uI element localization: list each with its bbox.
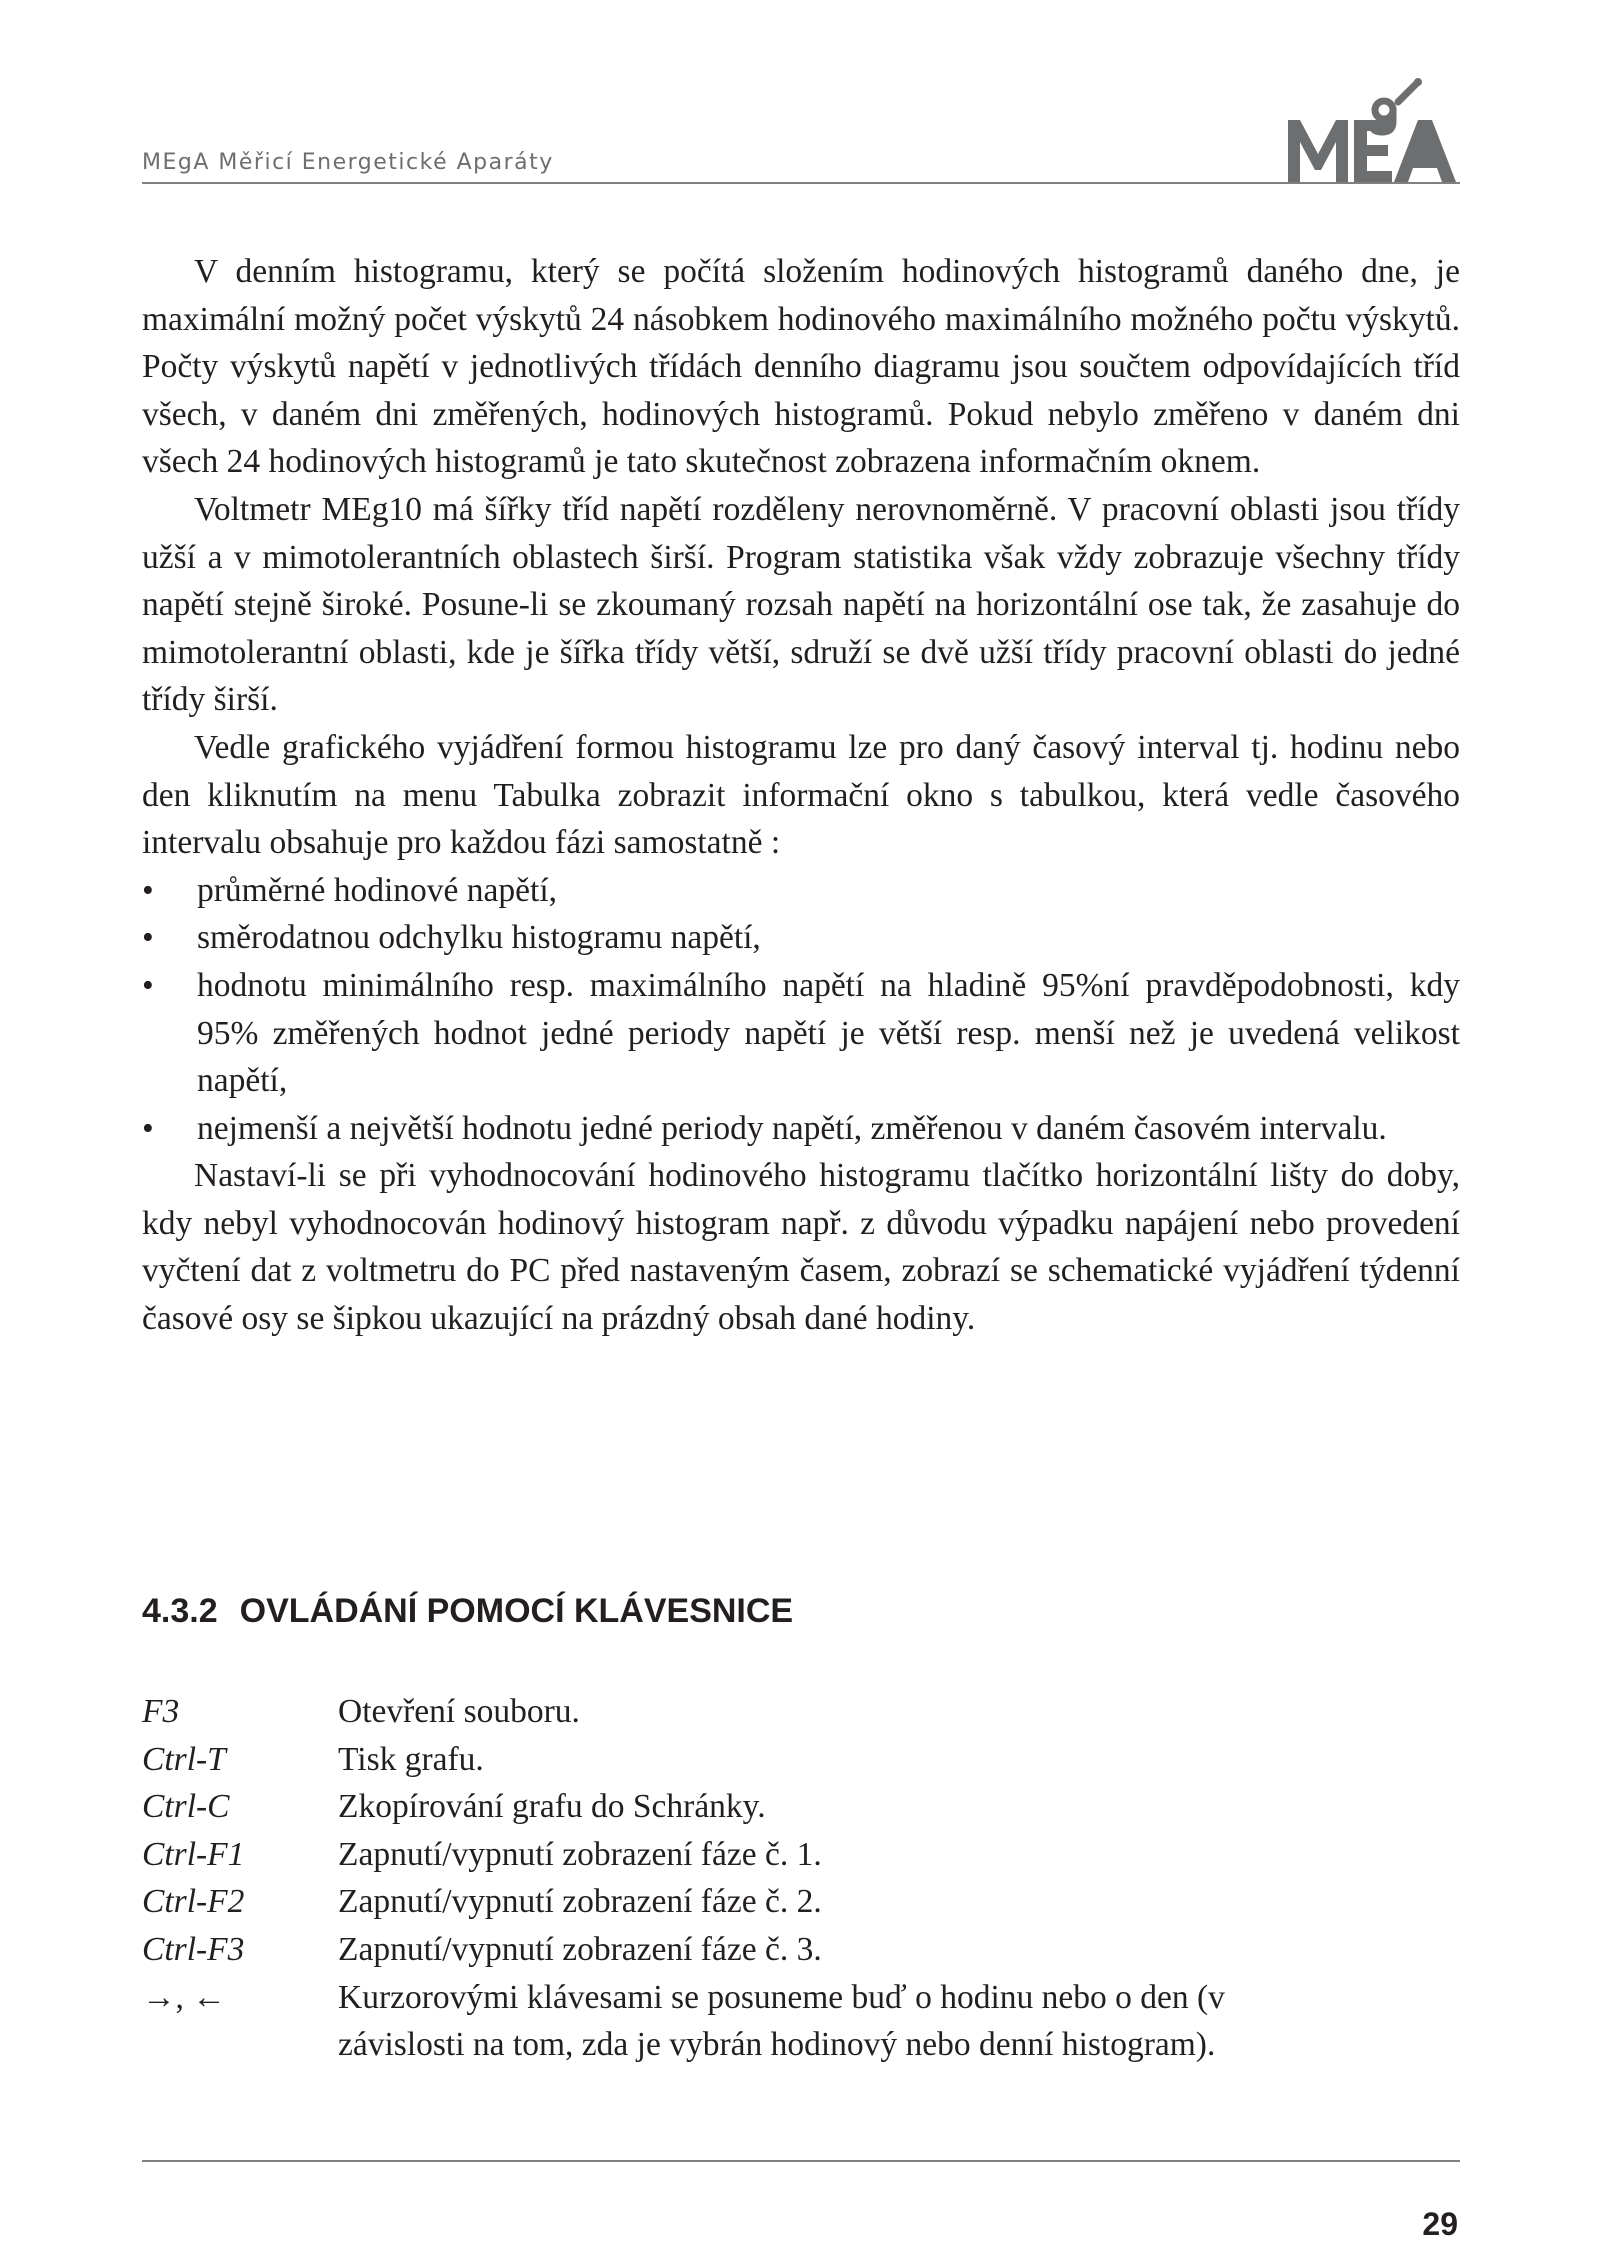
shortcut-description: Zkopírování grafu do Schránky. [338, 1788, 766, 1826]
shortcut-row [142, 1831, 1322, 1879]
paragraph-empty-hour: Nastaví-li se při vyhodnocování hodinového histogramu tlačítko horizontální lišty do doby, kdy nebyl vyhodnocován hodinový histogram např. z důvodu výpadku napájení nebo provedení vyčtení dat z voltmetru do PC před nastaveným časem, zobrazí se schematické vyjádření týdenní časové osy se šipkou ukazující na prázdný obsah dané hodiny. [142, 1157, 1460, 1338]
bullet-icon: • [142, 919, 154, 957]
shortcut-key: Ctrl-F2 [142, 1883, 245, 1921]
page-number: 29 [1422, 2206, 1458, 2242]
body-text [142, 248, 1460, 1343]
list-item: • hodnotu minimálního resp. maximálního napětí na hladině 95%ní pravděpodobnosti, kdy 95% změřených hodnot jedné periody napětí je větší resp. menší než je uvedená velikost napětí, [142, 962, 1460, 1105]
shortcut-row [142, 1783, 1322, 1831]
shortcut-row [142, 1736, 1322, 1784]
shortcut-key: Ctrl-C [142, 1788, 230, 1826]
header-divider [142, 182, 1460, 184]
shortcut-key: Ctrl-T [142, 1740, 226, 1778]
mega-logo [1288, 78, 1460, 188]
shortcut-key: F3 [142, 1693, 180, 1730]
section-title: OVLÁDÁNÍ POMOCÍ KLÁVESNICE [239, 1592, 794, 1630]
shortcut-key: Ctrl-F1 [142, 1835, 245, 1873]
statistics-bullet-list [142, 867, 1460, 1153]
arrow-keys-icon: →, ← [142, 1978, 226, 2016]
shortcut-description: Kurzorovými klávesami se posuneme buď o hodinu nebo o den (v závislosti na tom, zda je vybrán hodinový nebo denní histogram). [338, 1978, 1225, 2064]
list-item: • průměrné hodinové napětí, [142, 867, 1460, 915]
shortcut-description: Zapnutí/vypnutí zobrazení fáze č. 3. [338, 1930, 822, 1968]
bullet-icon: • [142, 1109, 154, 1147]
list-item: • nejmenší a největší hodnotu jedné periody napětí, změřenou v daném časovém intervalu. [142, 1105, 1460, 1153]
paragraph-daily-histogram: V denním histogramu, který se počítá složením hodinových histogramů daného dne, je maximální možný počet výskytů 24 násobkem hodinového maximálního možného počtu výskytů. Počty výskytů napětí v jednotlivých třídách denního diagramu jsou součtem odpovídajících tříd všech, v daném dni změřených, hodinových histogramů. Pokud nebylo změřeno v daném dni všech 24 hodinových histogramů je tato skutečnost zobrazena informačním oknem. [142, 253, 1460, 481]
section-heading [142, 1592, 793, 1631]
shortcut-row [142, 1926, 1322, 1974]
keyboard-shortcuts-list [142, 1688, 1322, 2069]
bullet-icon: • [142, 871, 154, 909]
shortcut-description: Otevření souboru. [338, 1693, 580, 1730]
shortcut-description: Zapnutí/vypnutí zobrazení fáze č. 1. [338, 1835, 822, 1873]
section-number: 4.3.2 [142, 1592, 218, 1630]
shortcut-row [142, 1688, 1322, 1736]
footer-divider [142, 2160, 1460, 2162]
running-header-title: MEgA Měřicí Energetické Aparáty [142, 150, 554, 175]
shortcut-description: Tisk grafu. [338, 1740, 484, 1778]
shortcut-key: Ctrl-F3 [142, 1930, 245, 1968]
bullet-icon: • [142, 966, 154, 1004]
shortcut-row [142, 1878, 1322, 1926]
paragraph-table-menu: Vedle grafického vyjádření formou histogramu lze pro daný časový interval tj. hodinu nebo den kliknutím na menu Tabulka zobrazit informační okno s tabulkou, která vedle časového intervalu obsahuje pro každou fázi samostatně : [142, 728, 1460, 862]
list-item: • směrodatnou odchylku histogramu napětí, [142, 914, 1460, 962]
paragraph-voltmeter-classes: Voltmetr MEg10 má šířky tříd napětí rozděleny nerovnoměrně. V pracovní oblasti jsou třídy užší a v mimotolerantních oblastech širší. Program statistika však vždy zobrazuje všechny třídy napětí stejně široké. Posune-li se zkoumaný rozsah napětí na horizontální ose tak, že zasahuje do mimotolerantní oblasti, kde je šířka třídy větší, sdruží se dvě užší třídy pracovní oblasti do jedné třídy širší. [142, 490, 1460, 719]
shortcut-row [142, 1974, 1322, 2069]
shortcut-description: Zapnutí/vypnutí zobrazení fáze č. 2. [338, 1883, 822, 1921]
